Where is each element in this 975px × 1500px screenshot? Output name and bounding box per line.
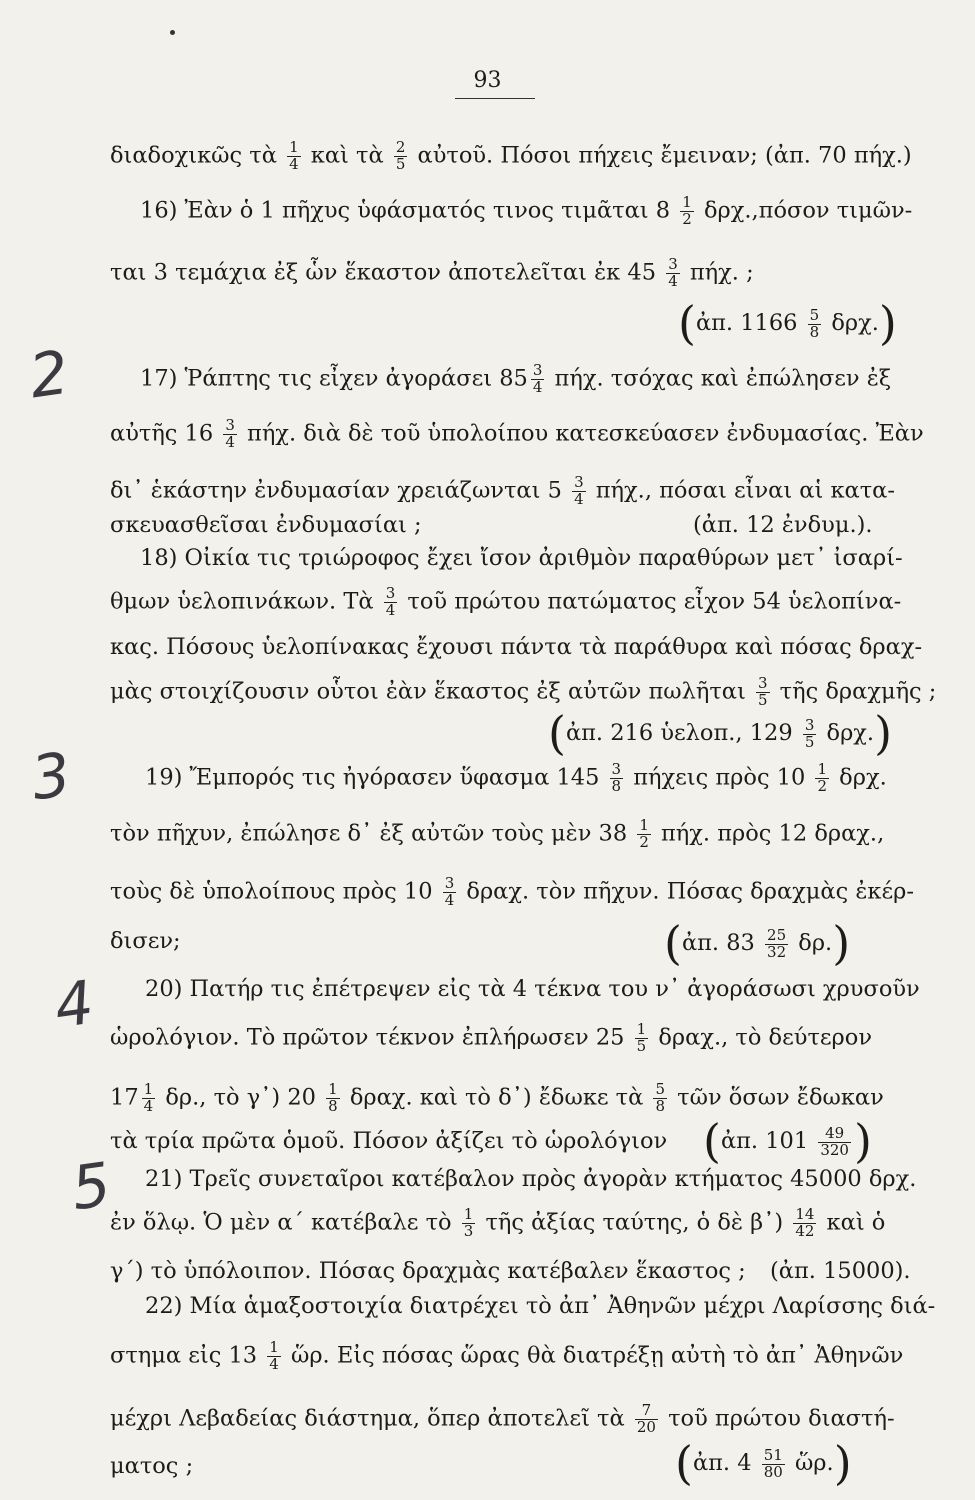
text-run: τῆς δραχμῆς ; (772, 678, 937, 705)
text-run: μὰς στοιχίζουσιν οὗτοι ἐὰν ἕκαστος ἐξ αὐτῶν πωλῆται (110, 678, 753, 705)
text-run: πήχ. τσόχας καὶ ἐπώλησεν ἐξ (547, 365, 892, 392)
text-run: 22) Μία ἁμαξοστοιχία διατρέχει τὸ ἀπ᾽ Ἀθηνῶν μέχρι Λαρίσσης διά- (145, 1293, 936, 1319)
margin-note: 2 (25, 337, 73, 413)
fraction (765, 925, 788, 961)
fraction-numerator: 1 (463, 1205, 474, 1223)
text-line (110, 257, 754, 290)
text-line (110, 930, 181, 953)
text-run: αὐτοῦ. Πόσοι πήχεις ἔμειναν; (ἀπ. 70 πήχ.) (410, 142, 912, 169)
text-run: δρχ.,πόσον τιμῶν- (696, 197, 913, 224)
text-run: ματος ; (110, 1453, 194, 1479)
bracket: ) (874, 706, 893, 760)
fraction (326, 1082, 340, 1115)
text-run: πήχ., πόσαι εἶναι αἱ κατα- (588, 477, 895, 504)
text-run: στημα εἰς 13 (110, 1342, 265, 1369)
text-run: δρχ. (832, 764, 887, 791)
text-line (140, 195, 912, 228)
fraction-numerator: 7 (635, 1403, 658, 1420)
text-run: 18) Οἰκία τις τριώροφος ἔχει ἴσον ἀριθμὸν παραθύρων μετ᾽ ἰσαρί- (140, 545, 903, 571)
text-run: δι᾽ ἑκάστην ἐνδυμασίαν χρειάζωνται 5 (110, 477, 570, 504)
fraction-numerator: 3 (444, 874, 455, 892)
text-line (110, 140, 912, 173)
text-line (110, 1207, 885, 1240)
text-run: δρχ. (824, 310, 879, 336)
text-line (110, 1082, 884, 1115)
text-run: 21) Τρεῖς συνεταῖροι κατέβαλον πρὸς ἀγορὰν κτήματος 45000 δρχ. (145, 1166, 917, 1192)
fraction-numerator: 3 (668, 255, 678, 273)
text-run: τῆς ἀξίας ταύτης, ὁ δὲ β᾽) (478, 1209, 791, 1236)
text-run: 20) Πατήρ τις ἐπέτρεψεν εἰς τὰ 4 τέκνα του ν᾽ ἀγοράσωσι χρυσοῦν (145, 976, 920, 1002)
ink-dot (170, 30, 175, 35)
text-line (110, 1022, 872, 1055)
text-run: (ἀπ. 15000). (770, 1258, 911, 1284)
fraction-numerator: 2 (395, 138, 406, 156)
fraction (142, 1082, 156, 1115)
bracket: ( (548, 706, 566, 760)
text-run: ἐν ὅλῳ. Ὁ μὲν α´ κατέβαλε τὸ (110, 1209, 459, 1236)
text-run: 19) Ἔμπορός τις ἠγόρασεν ὕφασμα 145 (145, 764, 607, 791)
answer (770, 1260, 911, 1283)
fraction-denominator: 4 (269, 1354, 279, 1373)
text-run: τοὺς δὲ ὑπολοίπους πρὸς 10 (110, 878, 440, 905)
fraction-numerator: 5 (809, 305, 820, 324)
text-run: κας. Πόσους ὑελοπίνακας ἔχουσι πάντα τὰ παράθυρα καὶ πόσας δραχ- (110, 634, 923, 660)
fraction (223, 418, 237, 451)
text-run: τῶν ὅσων ἔδωκαν (670, 1084, 884, 1111)
fraction-denominator: 20 (636, 1417, 656, 1436)
answer (675, 1436, 852, 1490)
fraction-denominator: 2 (682, 209, 692, 228)
fraction (443, 876, 457, 909)
fraction (531, 363, 545, 396)
fraction-denominator: 8 (611, 776, 622, 795)
text-line (110, 586, 901, 619)
text-run: δρχ. (819, 720, 875, 746)
text-run: πήχεις πρὸς 10 (626, 764, 813, 791)
text-line (110, 1340, 903, 1373)
text-line (140, 363, 891, 396)
text-run: καὶ ὁ (819, 1209, 886, 1236)
text-run: δρ., τὸ γ᾽) 20 (158, 1084, 324, 1111)
fraction-numerator: 3 (225, 416, 235, 434)
text-line (110, 514, 422, 537)
fraction-denominator: 2 (639, 832, 649, 851)
text-run: τὸν πῆχυν, ἐπώλησε δ᾽ ἐξ αὐτῶν τοὺς μὲν 38 (110, 820, 635, 847)
answer (664, 916, 851, 970)
fraction-denominator: 8 (328, 1096, 338, 1115)
fraction-numerator: 49 (818, 1126, 851, 1143)
text-run: δραχ. καὶ τὸ δ᾽) ἔδωκε τὰ (342, 1084, 651, 1111)
fraction (815, 762, 829, 795)
fraction (808, 305, 822, 341)
text-line (110, 1260, 746, 1283)
fraction-numerator: 1 (269, 1338, 279, 1356)
fraction (756, 676, 770, 709)
fraction (384, 586, 398, 619)
answer (548, 706, 893, 760)
fraction-denominator: 5 (636, 1036, 647, 1055)
text-run: 16) Ἐὰν ὁ 1 πῆχυς ὑφάσματός τινος τιμᾶται 8 (140, 197, 678, 224)
text-run: ται 3 τεμάχια ἐξ ὧν ἕκαστον ἀποτελεῖται ἐκ 45 (110, 259, 664, 286)
fraction-numerator: 1 (817, 760, 828, 778)
text-run: δραχ., τὸ δεύτερον (651, 1024, 872, 1051)
text-line (140, 547, 903, 570)
fraction-denominator: 5 (804, 732, 815, 751)
fraction-numerator: 1 (639, 816, 649, 834)
text-line (145, 1168, 916, 1191)
bracket: ( (675, 1436, 693, 1490)
text-run: θμων ὑελοπινάκων. Τὰ (110, 588, 381, 615)
text-run: γ´) τὸ ὑπόλοιπον. Πόσας δραχμὰς κατέβαλεν ἕκαστος ; (110, 1258, 746, 1284)
text-run: ἀπ. 4 (692, 1450, 759, 1476)
fraction-numerator: 1 (682, 193, 692, 211)
bracket: ) (833, 1436, 852, 1490)
fraction-denominator: 5 (757, 690, 768, 709)
fraction-denominator: 4 (143, 1096, 154, 1115)
text-line (145, 762, 887, 795)
text-run: τὰ τρία πρῶτα ὁμοῦ. Πόσον ἀξίζει τὸ ὡρολόγιον (110, 1128, 668, 1154)
text-run: πήχ. ; (682, 259, 754, 286)
fraction-denominator: 3 (463, 1221, 474, 1240)
bracket: ( (664, 916, 682, 970)
text-run: μέχρι Λεβαδείας διάστημα, ὅπερ ἀποτελεῖ τὰ (110, 1405, 632, 1432)
fraction-denominator: 42 (795, 1221, 815, 1240)
fraction-numerator: 1 (328, 1080, 338, 1098)
fraction-denominator: 80 (763, 1462, 783, 1481)
text-run: ὡρολόγιον. Τὸ πρῶτον τέκνον ἐπλήρωσεν 25 (110, 1024, 632, 1051)
text-run: ἀπ. 216 ὑελοπ., 129 (565, 720, 800, 746)
fraction-denominator: 4 (385, 600, 396, 619)
fraction-denominator: 4 (668, 271, 678, 290)
margin-note: 5 (67, 1149, 115, 1225)
fraction-denominator: 32 (767, 942, 787, 961)
fraction-denominator: 4 (444, 890, 455, 909)
margin-note: 4 (50, 967, 98, 1043)
fraction (462, 1207, 476, 1240)
fraction (666, 257, 680, 290)
text-run: σκευασθεῖσαι ἐνδυμασίαι ; (110, 512, 422, 538)
text-run: τοῦ πρώτου διαστή- (660, 1405, 895, 1432)
text-run: 17) Ῥάπτης τις εἶχεν ἀγοράσει 85 (140, 365, 528, 392)
fraction-numerator: 1 (143, 1080, 154, 1098)
text-line (110, 1403, 895, 1436)
fraction-numerator: 1 (289, 138, 299, 156)
text-run: αὐτῆς 16 (110, 420, 221, 447)
page-number: 93 (473, 68, 502, 93)
header-rule (455, 98, 535, 99)
fraction-numerator: 51 (763, 1445, 783, 1464)
fraction-denominator: 4 (225, 432, 235, 451)
text-run: τοῦ πρώτου πατώματος εἶχον 54 ὑελοπίνα- (400, 588, 902, 615)
fraction-numerator: 3 (574, 473, 584, 491)
fraction-numerator: 14 (795, 1205, 815, 1223)
fraction-numerator: 3 (532, 361, 543, 379)
text-line (110, 475, 895, 508)
fraction-numerator: 5 (655, 1080, 666, 1098)
text-line (110, 1455, 193, 1478)
fraction (803, 715, 817, 751)
fraction-denominator: 4 (532, 377, 543, 396)
text-line (110, 676, 936, 709)
text-run: ἀπ. 101 (720, 1128, 816, 1154)
bracket: ( (678, 296, 696, 350)
text-line (110, 1130, 667, 1153)
text-run: ὥρ. (787, 1450, 834, 1476)
fraction-denominator: 8 (655, 1096, 666, 1115)
text-run: δισεν; (110, 928, 181, 954)
text-run: πήχ. διὰ δὲ τοῦ ὑπολοίπου κατεσκεύασεν ἐνδυμασίας. Ἐὰν (239, 420, 924, 447)
fraction-denominator: 5 (395, 154, 406, 173)
bracket: ) (878, 296, 897, 350)
fraction-numerator: 25 (767, 925, 787, 944)
text-run: καὶ τὰ (303, 142, 391, 169)
fraction-denominator: 4 (574, 489, 584, 508)
fraction-numerator: 3 (757, 674, 768, 692)
text-run: διαδοχικῶς τὰ (110, 142, 285, 169)
text-line (110, 876, 914, 909)
text-run: πήχ. πρὸς 12 δραχ., (653, 820, 885, 847)
answer (703, 1114, 872, 1168)
fraction (572, 475, 586, 508)
fraction (267, 1340, 281, 1373)
fraction (287, 140, 301, 173)
bracket: ) (832, 916, 851, 970)
fraction-denominator: 2 (817, 776, 828, 795)
answer (678, 296, 897, 350)
text-run: ἀπ. 1166 (695, 310, 805, 336)
fraction (793, 1207, 816, 1240)
fraction (653, 1082, 667, 1115)
text-run: 17 (110, 1084, 139, 1111)
answer (693, 514, 873, 537)
text-line (110, 418, 924, 451)
text-line (110, 636, 922, 659)
fraction (680, 195, 694, 228)
fraction-denominator: 8 (809, 322, 820, 341)
margin-note: 3 (27, 739, 75, 815)
fraction (637, 818, 651, 851)
text-run: (ἀπ. 12 ἐνδυμ.). (693, 512, 873, 538)
bracket: ) (853, 1114, 872, 1168)
text-line (110, 818, 884, 851)
text-run: ἀπ. 83 (681, 930, 763, 956)
fraction (818, 1123, 851, 1159)
fraction-numerator: 1 (636, 1020, 647, 1038)
fraction-numerator: 3 (385, 584, 396, 602)
bracket: ( (703, 1114, 721, 1168)
text-run: δρ. (791, 930, 833, 956)
fraction (635, 1403, 658, 1436)
fraction-denominator: 4 (289, 154, 299, 173)
fraction-numerator: 3 (804, 715, 815, 734)
fraction (610, 762, 624, 795)
fraction-denominator: 320 (820, 1140, 849, 1159)
fraction-numerator: 3 (611, 760, 622, 778)
text-line (145, 978, 920, 1001)
fraction (762, 1445, 785, 1481)
fraction (635, 1022, 649, 1055)
text-line (145, 1295, 935, 1318)
fraction (394, 140, 408, 173)
text-run: ὥρ. Εἰς πόσας ὥρας θὰ διατρέξῃ αὐτὴ τὸ ἀπ᾽ Ἀθηνῶν (283, 1342, 904, 1369)
text-run: δραχ. τὸν πῆχυν. Πόσας δραχμὰς ἐκέρ- (459, 878, 914, 905)
